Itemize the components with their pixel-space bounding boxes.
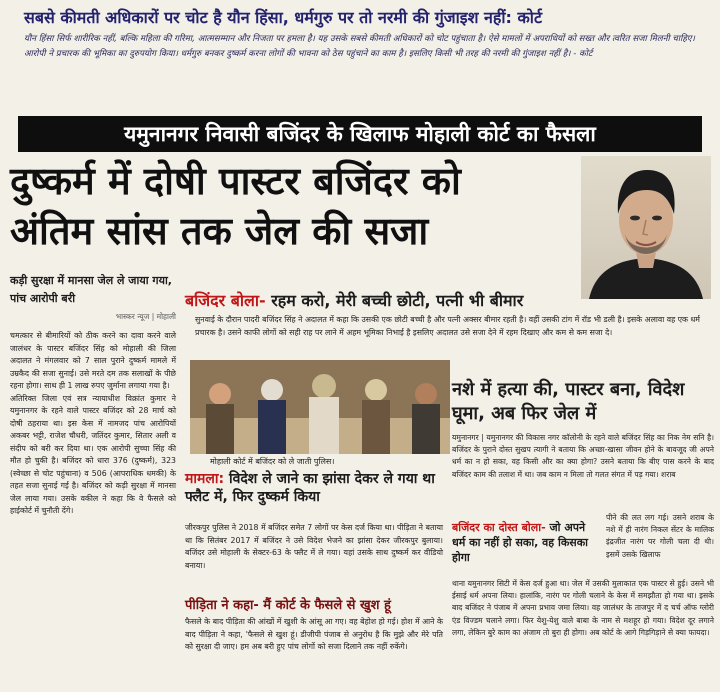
court-scene-photo <box>190 360 450 454</box>
background-headline: नशे में हत्या की, पास्टर बना, विदेश घूमा, अब फिर जेल में <box>452 379 685 424</box>
case-body: जीरकपुर पुलिस ने 2018 में बजिंदर समेत 7 लोगों पर केस दर्ज किया था। पीड़िता ने बताया था कि सितंबर 2017 में बजिंदर ने उसे विदेश भेजने का झांसा देकर जीरकपुर बुलाया। बजिंदर उसे मोहाली के सेक्टर-63 के फ्लैट में ले गया। यहां उसके साथ दुष्कर्म कर वीडियो बनाया। <box>185 523 443 570</box>
verdict-banner: यमुनानगर निवासी बजिंदर के खिलाफ मोहाली कोर्ट का फैसला <box>18 116 702 152</box>
byline: भास्कर न्यूज | मोहाली <box>115 312 176 321</box>
pastor-portrait <box>581 156 711 299</box>
bajinder-plea-label: बजिंदर बोला- <box>185 291 266 310</box>
photo-caption: मोहाली कोर्ट में बजिंदर को ले जाती पुलिस। <box>210 457 335 466</box>
bajinder-plea-body: सुनवाई के दौरान पादरी बजिंदर सिंह ने अदालत में कहा कि उसकी एक छोटी बच्ची है और पत्नी अक्सर बीमार रहती है। वहीं उसकी टांग में रॉड भी डली है। इसके अलावा वह एक धर्म प्रचारक है। उसने काफी लोगों को सही राह पर लाने में अहम भूमिका निभाई है इसलिए अदालत उसे सजा देने में रहम दिखाए और कम से कम सजा दे। <box>195 315 700 337</box>
left-paragraph-2: अतिरिक्त जिला एवं सत्र न्यायाधीश विक्रांत कुमार ने यमुनानगर के रहने वाले पास्टर बजिंदर को 28 मार्च को दोषी ठहराया था। इस केस में नामजद पांच आरोपियों अकबर भट्टी, राजेश चौधरी, जतिंदर कुमार, सितार अली व संदीप को बरी कर दिया था। एक आरोपी सुच्चा सिंह की मौत हो चुकी है। बजिंदर को धारा 376 (दुष्कर्म), 323 (स्वेच्छा से चोट पहुंचाना) व 506 (आपराधिक धमकी) के तहत सजा सुनाई गई है। बजिंदर को कड़ी सुरक्षा में मानसा जेल लाया गया। उसके वकील ने कहा कि वे फैसले को हाईकोर्ट में चुनौती देंगे। <box>10 393 176 515</box>
background-body: यमुनानगर | यमुनानगर की विकास नगर कॉलोनी के रहने वाले बजिंदर सिंह का निक नेम सनि है। बजिंदर के पुराने दोस्त सुखप त्यागी ने बताया कि अच्छा-खासा जीवन होने के बावजूद जी अपने धर्म का न हो सका, वह किसी और का क्या होगा? उसने बताया कि बीए पास करने के बाद बजिंदर काम की तलाश में था। जब काम न मिला तो गलत संगत में पड़ गया। शराब <box>452 433 714 479</box>
background-body-side: पीने की लत लग गई। उसने शराब के नशे में ही नारंग निकल सेंटर के मालिक इंद्रजीत नारंग पर गोली चला दी थी। इसमें उसके खिलाफ <box>606 513 714 559</box>
background-body-continued: थाना यमुनानगर सिटी में केस दर्ज हुआ था। जेल में उसकी मुलाकात एक पास्टर से हुई। उसने भी ईसाई धर्म अपना लिया। हालांकि, नारंग पर गोली चलाने के केस में समझौता हो गया था। इसके बाद बजिंदर ने पंजाब में अपना प्रभाव जमा लिया। वह जालंधर के ताजपुर में द चर्च ऑफ ग्लोरी एंड विज्डम चलाने लगा। फिर येशु-येशु वाले बाबा के नाम से मशहूर हो गया। विदेश दूर लगाने लगा, लेकिन बुरे काम का अंजाम तो बुरा ही होगा। अब कोर्ट के आगे गिड़गिड़ाने से क्या फायदा। <box>452 579 714 637</box>
court-quote-body: यौन हिंसा सिर्फ शारीरिक नहीं, बल्कि महिला की गरिमा, आत्मसम्मान और निजता पर हमला है। यह उसके सबसे कीमती अधिकारों को चोट पहुंचाता है। ऐसे मामलों में अपराधियों को सख्त और त्वरित सजा मिलनी चाहिए। आरोपी ने प्रचारक की भूमिका का दुरुपयोग किया। धर्मगुरु बनकर दुष्कर्म करना लोगों की भावना को ठेस पहुंचाने का काम है। इसलिए किसी भी तरह की नरमी की गुंजाइश नहीं है। - कोर्ट <box>24 34 695 59</box>
main-headline <box>10 156 570 256</box>
court-quote-headline: सबसे कीमती अधिकारों पर चोट है यौन हिंसा, धर्मगुरु पर तो नरमी की गुंजाइश नहीं: कोर्ट <box>24 8 543 27</box>
left-subhead: कड़ी सुरक्षा में मानसा जेल ले जाया गया, पांच आरोपी बरी <box>10 274 172 305</box>
case-label: मामला: <box>185 471 225 487</box>
friend-quote-text: जो अपने धर्म का नहीं हो सका, वह किसका होगा <box>452 521 589 564</box>
bajinder-plea-text: रहम करो, मेरी बच्ची छोटी, पत्नी भी बीमार <box>265 291 524 310</box>
main-headline-line1: दुष्कर्म में दोषी पास्टर बजिंदर को <box>10 158 461 203</box>
main-headline-line2: अंतिम सांस तक जेल की सजा <box>10 208 429 253</box>
case-headline-text: विदेश ले जाने का झांसा देकर ले गया था फ्लैट में, फिर दुष्कर्म किया <box>185 471 435 505</box>
victim-headline: पीड़िता ने कहा- मैं कोर्ट के फैसले से खुश हूं <box>185 598 391 613</box>
bajinder-plea-headline <box>185 290 713 312</box>
friend-quote-label: बजिंदर का दोस्त बोला- <box>452 521 546 534</box>
victim-body: फैसले के बाद पीड़िता की आंखों में खुशी के आंसू आ गए। वह बेहोश हो गई। होश में आने के बाद पीड़िता ने कहा, 'फैसले से खुश हूं। डीजीपी पंजाब से अनुरोध है कि मुझे और मेरे पति को सुरक्षा दी जाए। हम अब बरी हुए पांच लोगों को सजा दिलाने तक नहीं रुकेंगे। <box>185 617 443 651</box>
friend-quote-headline <box>452 520 602 565</box>
left-column <box>10 272 176 518</box>
left-paragraph-1: चमत्कार से बीमारियों को ठीक करने का दावा करने वाले जालंधर के पास्टर बजिंदर सिंह को मोहाली की जिला अदालत ने मंगलवार को 7 साल पुराने दुष्कर्म मामले में उम्रकैद की सजा सुनाई। उसे मरते दम तक सलाखों के पीछे रहना होगा। साथ ही 1 लाख रुपए जुर्माना लगाया गया है। <box>10 331 176 390</box>
case-headline <box>185 470 443 506</box>
